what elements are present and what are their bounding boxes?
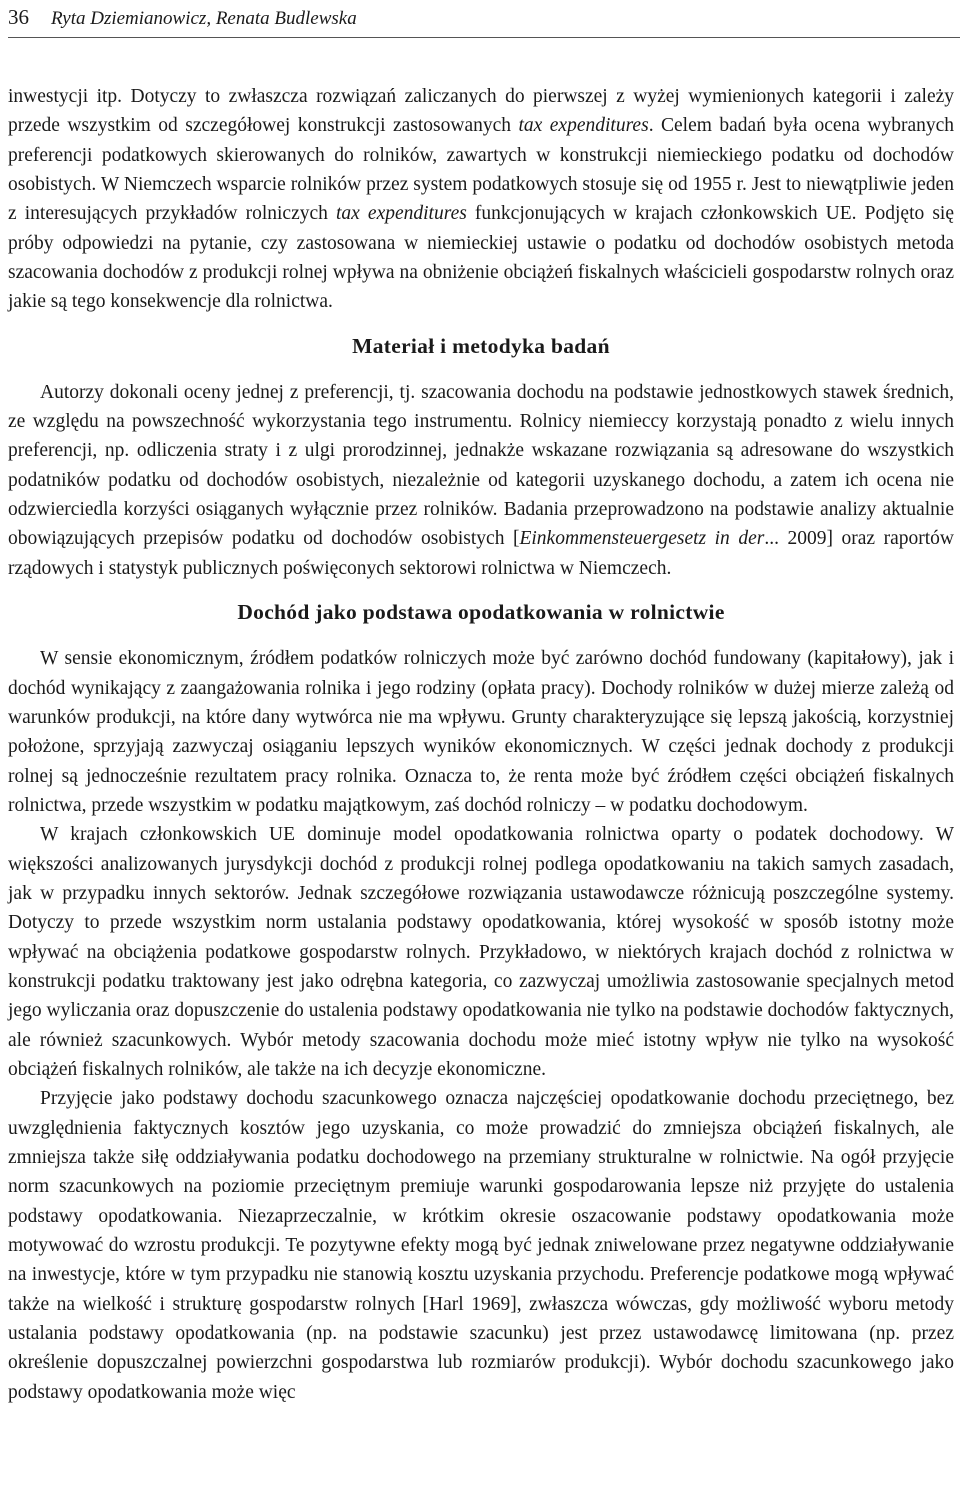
income-paragraph-2: W krajach członkowskich UE dominuje model opodatkowania rolnictwa oparty o podatek dochodowy. W większości analizowanych jurysdykcji dochód z produkcji rolnej podlega opodatkowaniu na takich samych zasadach, jak w przypadku innych sektorów. Jednak szczegółowe rozwiązania ustawodawcze różnicują poszczególne systemy. Dotyczy to przede wszystkim norm ustalania podstawy opodatkowania, której wysokość w sposób istotny może wpływać na obciążenia podatkowe gospodarstw rolnych. Przykładowo, w niektórych krajach dochód z rolnictwa w konstrukcji podatku traktowany jest jako odrębna kategoria, co zazwyczaj umożliwia zastosowanie specjalnych metod jego wyliczania oraz dopuszczenie do ustalenia podstawy opodatkowania nie tylko na podstawie dochodów faktycznych, ale również szacunkowych. Wybór metody szacowania dochodu może mieć istotny wpływ nie tylko na wysokość obciążeń fiskalnych rolników, ale także na ich decyzje ekonomiczne. xyxy=(8,824,954,1080)
term-italic: tax expenditures xyxy=(336,203,467,225)
income-paragraph-3: Przyjęcie jako podstawy dochodu szacunkowego oznacza najczęściej opodatkowanie dochodu przeciętnego, bez uwzględnienia faktycznych kosztów jego uzyskania, co może prowadzić do zmniejsza obciążeń fiskalnych, ale zmniejsza także siłę oddziaływania podatku dochodowego na przemiany strukturalne w rolnictwie. Na ogół przyjęcie norm szacunkowych na poziomie przeciętnym premiuje warunki gospodarowania lepsze niż przyjęte do ustalenia podstawy opodatkowania. Niezaprzeczalnie, w krótkim okresie oszacowanie podstawy opodatkowania może motywować do wzrostu produkcji. Te pozytywne efekty mogą być jednak zniwelowane przez negatywne oddziaływanie na inwestycje, które w tym przypadku nie stanowią kosztu uzyskania przychodu. Preferencje podatkowe mogą wpływać także na wielkość i strukturę gospodarstw rolnych [Harl 1969], zwłaszcza wówczas, gdy możliwość wyboru metody ustalania podstawy opodatkowania (np. na podstawie szacunku) jest przez ustawodawcę limitowana (np. przez określenie dopuszczalnej powierzchni gospodarstwa lub rozmiarów produkcji). Wybór dochodu szacunkowego jako podstawy opodatkowania może więc xyxy=(8,1088,954,1403)
page-number: 36 xyxy=(8,5,29,29)
income-paragraph-1: W sensie ekonomicznym, źródłem podatków rolniczych może być zarówno dochód fundowany (kapitałowy), jak i dochód wynikający z zaangażowania rolnika i jego rodziny (opłata pracy). Dochody rolników w dużej mierze zależą od warunków produkcji, na które dany wytwórca nie ma wpływu. Grunty charakteryzujące się lepszą jakością, korzystniej położone, sprzyjają zazwyczaj osiąganiu lepszych wyników ekonomicznych. W części jednak dochody z produkcji rolnej są jednocześnie rezultatem pracy rolnika. Oznacza to, że renta może być źródłem części obciążeń fiskalnych rolnictwa, przede wszystkim w podatku majątkowym, zaś dochód rolniczy – w podatku dochodowym. xyxy=(8,648,954,816)
methods-paragraph: Autorzy dokonali oceny jednej z preferencji, tj. szacowania dochodu na podstawie jednostkowych stawek średnich, ze względu na powszechność wykorzystania tego instrumentu. Rolnicy niemieccy korzystają ponadto z wielu innych preferencji, np. odliczenia straty i z ulgi prorodzinnej, jednakże wskazane rozwiązania są adresowane do wszystkich podatników podatku od dochodów osobistych, niezależnie od kategorii uzyskanego dochodu, a zatem ich ocena nie odzwierciedla korzyści osiąganych wyłącznie przez rolników. Badania przeprowadzono na podstawie analizy aktualnie obowiązujących przepisów podatku od dochodów osobistych [Einkommensteuergesetz in der... 2009] oraz raportów rządowych i statystyk publicznych poświęconych sektorowi rolnictwa w Niemczech. xyxy=(8,381,954,579)
section-heading-material: Materiał i metodyka badań xyxy=(352,333,610,358)
header-rule xyxy=(8,37,960,38)
intro-paragraph: inwestycji itp. Dotyczy to zwłaszcza rozwiązań zaliczanych do pierwszej z wyżej wymienionych kategorii i zależy przede wszystkim od szczegółowej konstrukcji zastosowanych tax expenditures. Celem badań była ocena wybranych preferencji podatkowych skierowanych do rolników, zawartych w konstrukcji niemieckiego podatku od dochodów osobistych. W Niemczech wsparcie rolników przez system podatkowych stosuje się od 1955 r. Jest to niewątpliwie jeden z interesujących przykładów rolniczych tax expenditures funkcjonujących w krajach członkowskich UE. Podjęto się próby odpowiedzi na pytanie, czy zastosowana w niemieckiej ustawie o podatku od dochodów osobistych metoda szacowania dochodów z produkcji rolnej wpływa na obniżenie obciążeń fiskalnych właścicieli gospodarstw rolnych oraz jakie są tego konsekwencje dla rolnictwa. xyxy=(8,86,955,313)
article-body xyxy=(8,82,954,1407)
citation-italic: Einkommensteuergesetz in der xyxy=(519,528,765,550)
running-header-authors: Ryta Dziemianowicz, Renata Budlewska xyxy=(51,8,357,29)
term-italic: tax expenditures xyxy=(518,115,649,137)
running-header xyxy=(8,2,357,36)
section-heading-income: Dochód jako podstawa opodatkowania w rolnictwie xyxy=(237,600,725,625)
